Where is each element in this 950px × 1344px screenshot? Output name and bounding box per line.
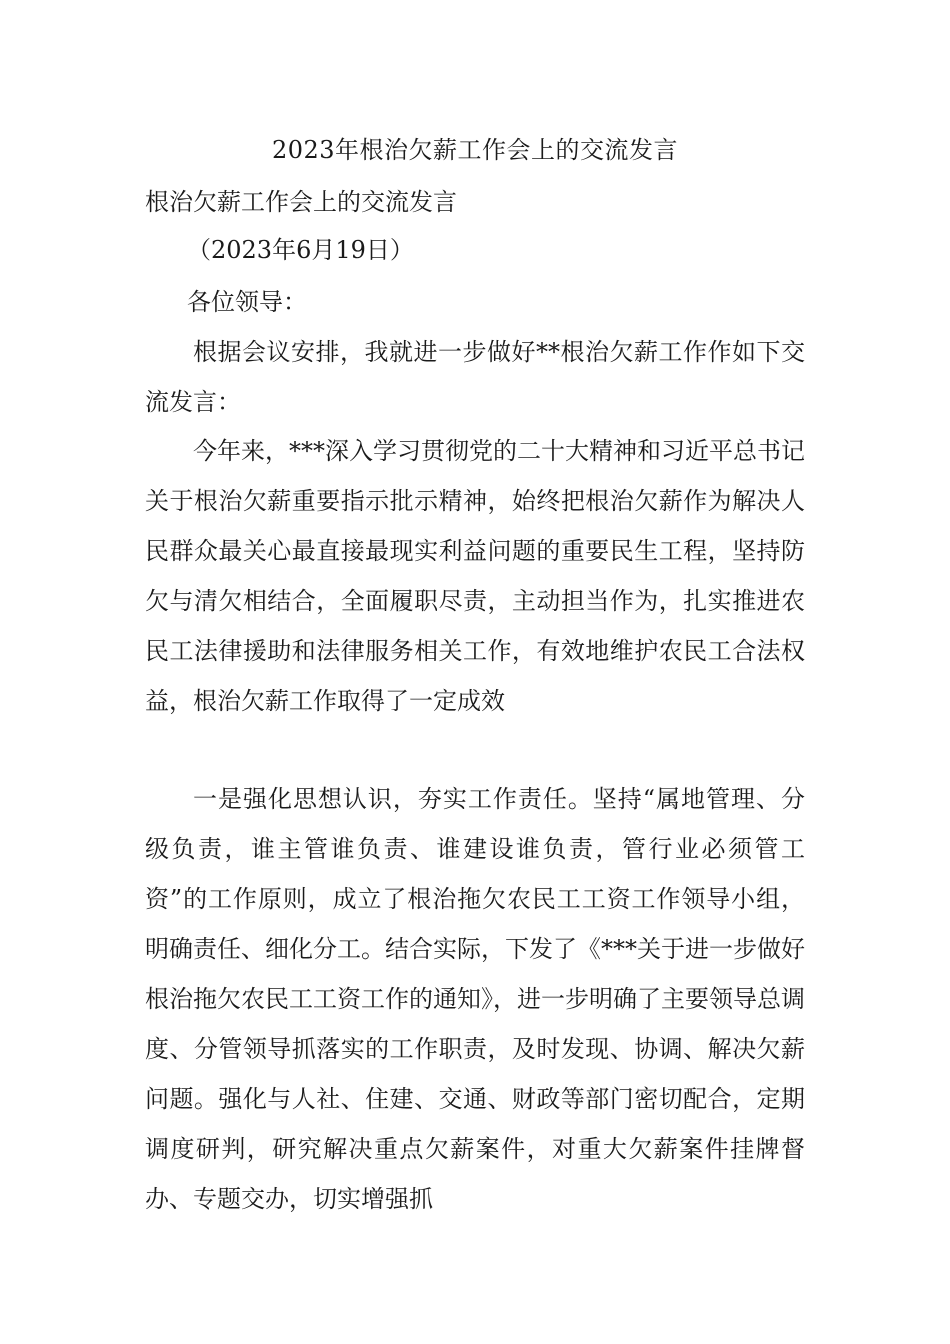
document-date: （2023年6月19日） <box>187 236 414 264</box>
paragraph-intro: 根据会议安排，我就进一步做好**根治欠薪工作作如下交流发言： <box>145 338 805 416</box>
paragraph-point-one: 一是强化思想认识，夯实工作责任。坚持“属地管理、分级负责，谁主管谁负责、谁建设谁负责，管行业必须管工资”的工作原则，成立了根治拖欠农民工工资工作领导小组，明确责任、细化分工。结合实际，下发了《***关于进一步做好根治拖欠农民工工资工作的通知》，进一步明确了主要领导总调度、分管领导抓落实的工作职责，及时发现、协调、解决欠薪问题。强化与人社、住建、交通、财政等部门密切配合，定期调度研判，研究解决重点欠薪案件，对重大欠薪案件挂牌督办、专题交办，切实增强抓 <box>145 785 805 1213</box>
document-title: 2023年根治欠薪工作会上的交流发言 <box>271 136 679 164</box>
paragraph-summary: 今年来，***深入学习贯彻党的二十大精神和习近平总书记关于根治欠薪重要指示批示精神，始终把根治欠薪作为解决人民群众最关心最直接最现实利益问题的重要民生工程，坚持防欠与清欠相结合，全面履职尽责，主动担当作为，扎实推进农民工法律援助和法律服务相关工作，有效地维护农民工合法权益，根治欠薪工作取得了一定成效 <box>145 437 805 715</box>
salutation: 各位领导： <box>187 288 307 316</box>
document-subtitle: 根治欠薪工作会上的交流发言 <box>145 188 457 216</box>
